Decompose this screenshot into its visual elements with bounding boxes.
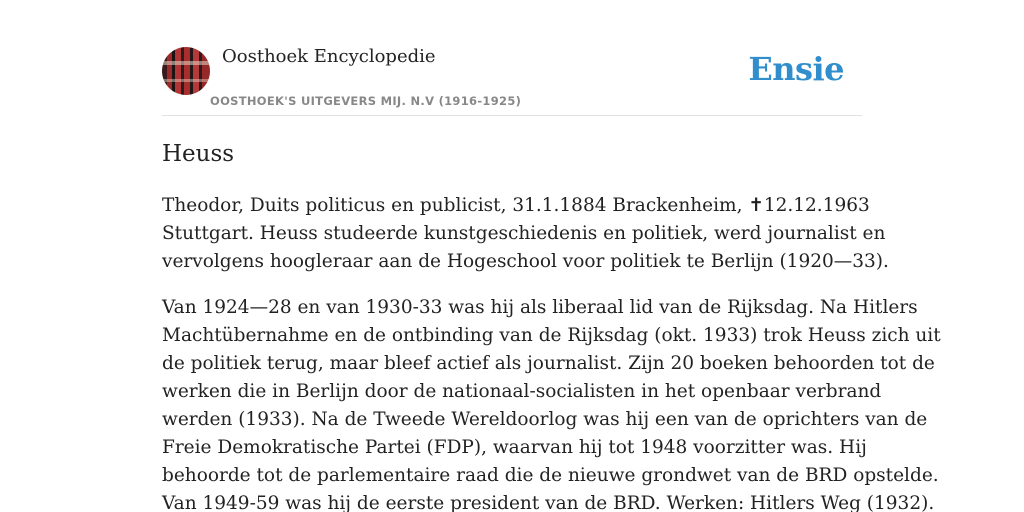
text-line: Machtübernahme en de ontbinding van de Rijksdag (okt. 1933) trok Heuss zich uit <box>162 325 941 346</box>
encyclopedia-books-avatar[interactable] <box>162 47 210 95</box>
text-line: Van 1949-59 was hij de eerste president van de BRD. Werken: Hitlers Weg (1932). <box>162 493 935 512</box>
text-line: werken die in Berlijn door de nationaal-socialisten in het openbaar verbrand <box>162 381 882 402</box>
paragraph-2 <box>162 294 941 512</box>
article-body <box>162 192 941 512</box>
text-line: Stuttgart. Heuss studeerde kunstgeschiedenis en politiek, werd journalist en <box>162 223 886 244</box>
site-header <box>162 40 862 116</box>
ensie-logo[interactable]: Ensie <box>748 50 844 88</box>
text-line: Van 1924—28 en van 1930-33 was hij als liberaal lid van de Rijksdag. Na Hitlers <box>162 297 918 318</box>
text-line: vervolgens hoogleraar aan de Hogeschool voor politiek te Berlijn (1920—33). <box>162 251 889 272</box>
site-title[interactable]: Oosthoek Encyclopedie <box>222 46 436 67</box>
article-title: Heuss <box>162 141 235 167</box>
text-line: Theodor, Duits politicus en publicist, 31.1.1884 Brackenheim, ✝12.12.1963 <box>162 195 870 216</box>
publisher-label: OOSTHOEK'S UITGEVERS MIJ. N.V (1916-1925) <box>210 94 522 108</box>
text-line: werden (1933). Na de Tweede Wereldoorlog was hij een van de oprichters van de <box>162 409 928 430</box>
text-line: Freie Demokratische Partei (FDP), waarvan hij tot 1948 voorzitter was. Hij <box>162 437 867 458</box>
text-line: behoorde tot de parlementaire raad die de nieuwe grondwet van de BRD opstelde. <box>162 465 939 486</box>
text-line: de politiek terug, maar bleef actief als journalist. Zijn 20 boeken behoorden tot de <box>162 353 935 374</box>
paragraph-1 <box>162 192 889 276</box>
